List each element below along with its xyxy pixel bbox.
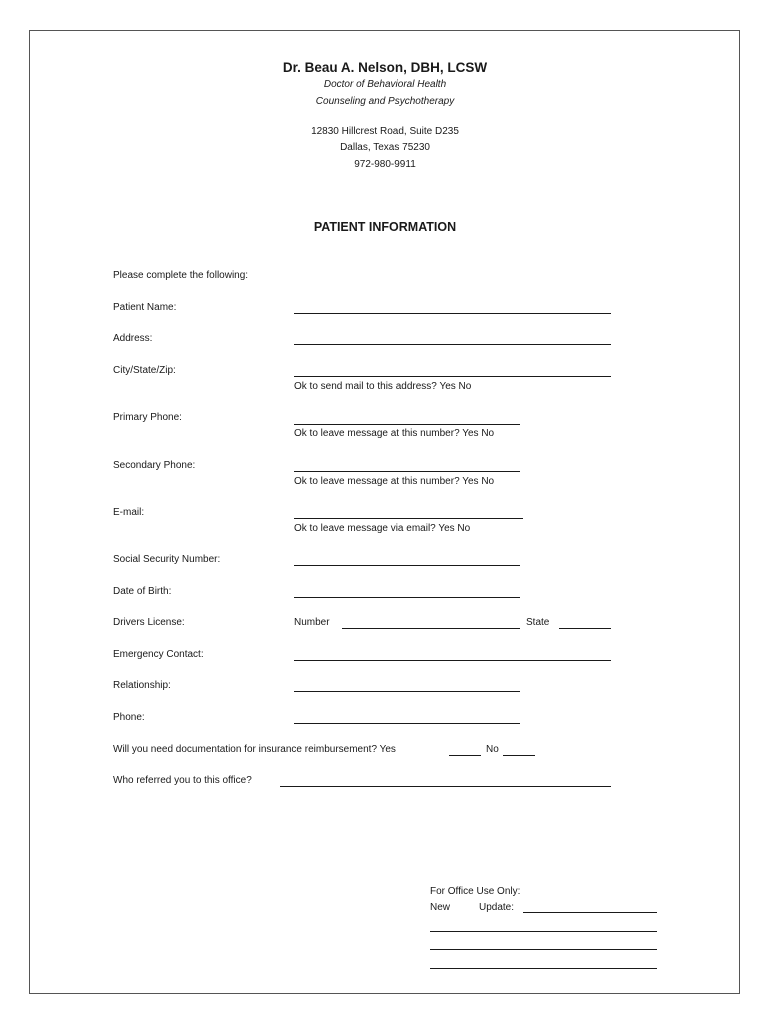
office-line-2[interactable] [430,949,657,950]
city-state-zip-label: City/State/Zip: [113,365,176,376]
office-line-3[interactable] [430,968,657,969]
mail-ok-question[interactable]: Ok to send mail to this address? Yes No [294,381,472,392]
email-line[interactable] [294,518,523,519]
city-state-zip-line[interactable] [294,376,611,377]
patient-name-label: Patient Name: [113,302,177,313]
practitioner-subtitle-2: Counseling and Psychotherapy [315,96,455,107]
form-intro: Please complete the following: [113,270,249,281]
emergency-phone-label: Phone: [113,712,145,723]
office-update-line[interactable] [523,912,657,913]
office-update-label: Update: [479,902,515,913]
email-label: E-mail: [113,507,145,518]
dl-state-label: State [526,617,550,628]
office-line-1[interactable] [430,931,657,932]
address-label: Address: [113,333,153,344]
address-line[interactable] [294,344,611,345]
office-address-line-2: Dallas, Texas 75230 [340,142,430,153]
emergency-phone-line[interactable] [294,723,520,724]
insurance-no-line[interactable] [503,755,535,756]
dl-number-label: Number [294,617,330,628]
relationship-line[interactable] [294,691,520,692]
primary-message-ok-question[interactable]: Ok to leave message at this number? Yes No [294,428,495,439]
dob-line[interactable] [294,597,520,598]
email-message-ok-question[interactable]: Ok to leave message via email? Yes No [294,523,471,534]
dl-state-line[interactable] [559,628,611,629]
practitioner-name: Dr. Beau A. Nelson, DBH, LCSW [282,60,488,75]
dob-label: Date of Birth: [113,586,172,597]
referral-line[interactable] [280,786,611,787]
insurance-question: Will you need documentation for insurance reimbursement? Yes [113,744,396,755]
primary-phone-line[interactable] [294,424,520,425]
form-title: PATIENT INFORMATION [313,220,457,234]
secondary-phone-label: Secondary Phone: [113,460,196,471]
dl-number-line[interactable] [342,628,520,629]
secondary-message-ok-question[interactable]: Ok to leave message at this number? Yes No [294,476,495,487]
drivers-license-label: Drivers License: [113,617,185,628]
ssn-line[interactable] [294,565,520,566]
office-address-line-1: 12830 Hillcrest Road, Suite D235 [311,126,459,137]
primary-phone-label: Primary Phone: [113,412,182,423]
emergency-contact-label: Emergency Contact: [113,649,204,660]
relationship-label: Relationship: [113,680,171,691]
insurance-no-label: No [486,744,499,755]
practitioner-subtitle-1: Doctor of Behavioral Health [323,79,447,90]
ssn-label: Social Security Number: [113,554,221,565]
office-phone: 972-980-9911 [354,159,416,170]
insurance-yes-line[interactable] [449,755,481,756]
office-use-title: For Office Use Only: [430,886,521,897]
patient-name-line[interactable] [294,313,611,314]
secondary-phone-line[interactable] [294,471,520,472]
emergency-contact-line[interactable] [294,660,611,661]
office-new-label: New [430,902,451,913]
referral-question: Who referred you to this office? [113,775,252,786]
